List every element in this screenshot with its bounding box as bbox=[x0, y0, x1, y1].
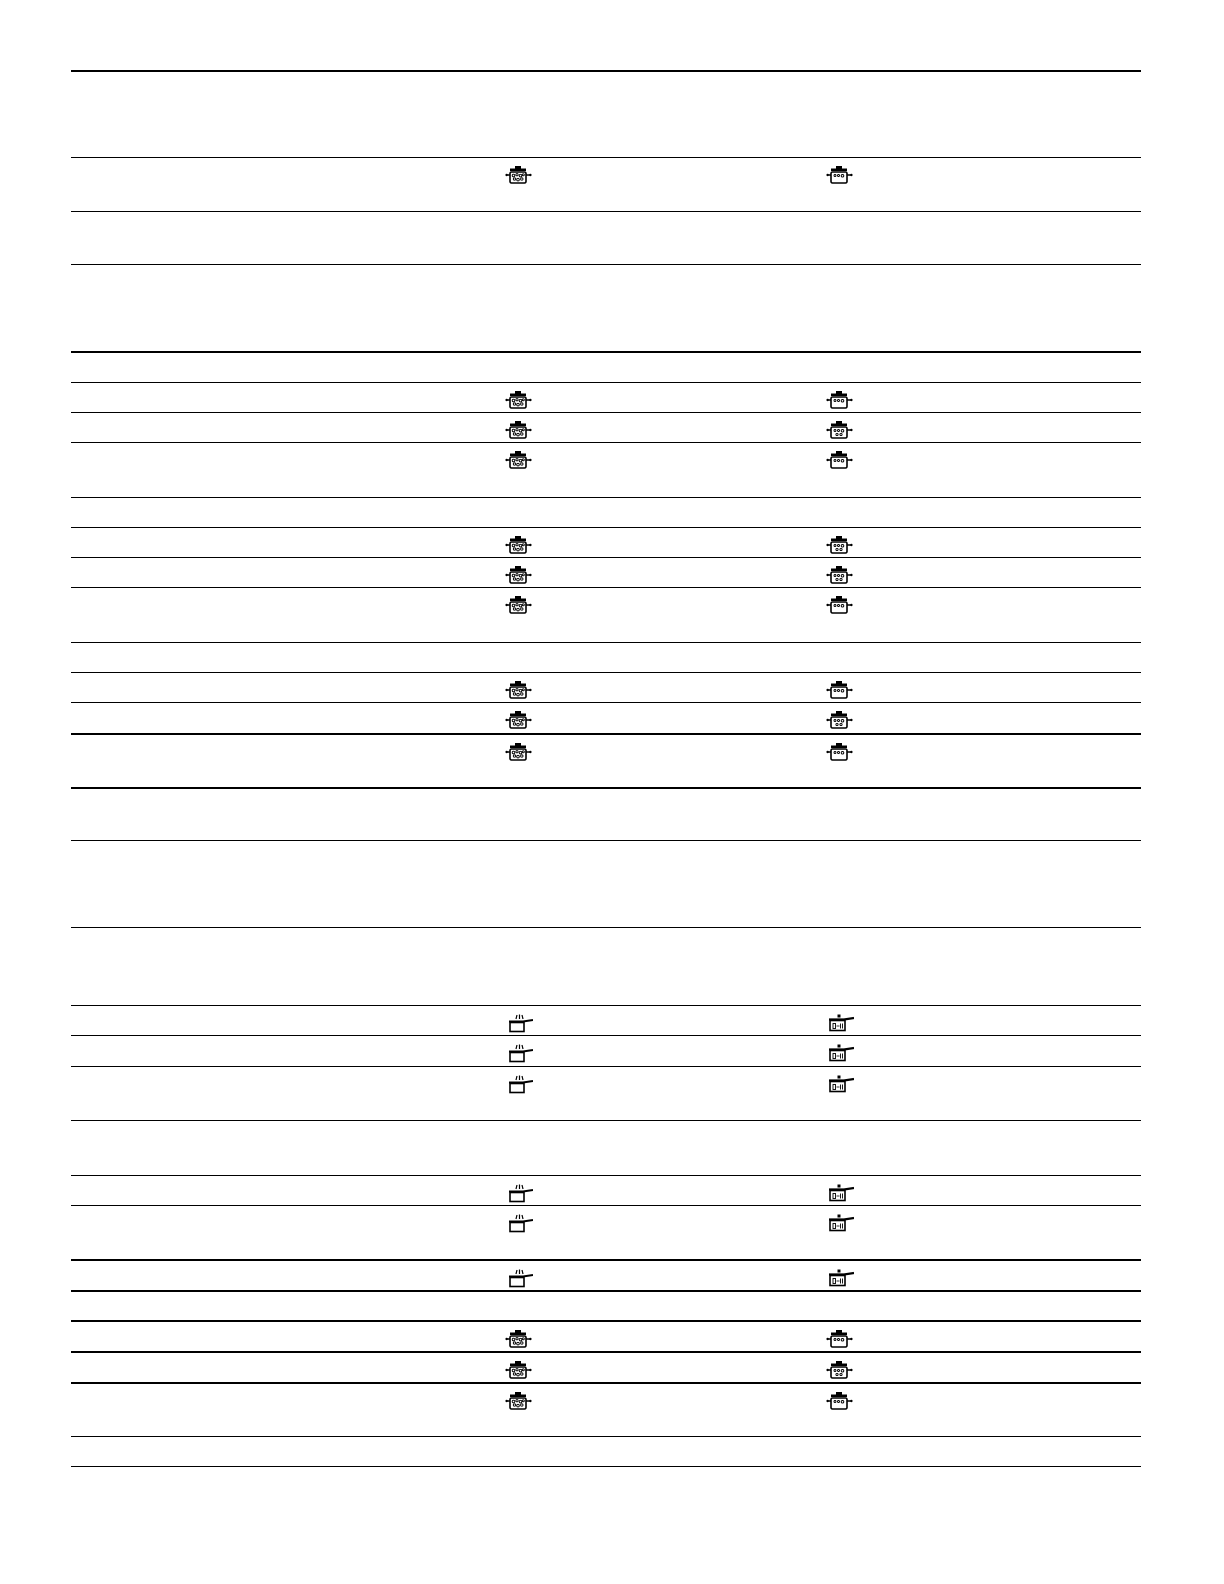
pressure-cooker-gauge-icon-graphic bbox=[826, 1267, 854, 1289]
pot-full-icon-graphic bbox=[505, 534, 533, 556]
pressure-cooker-gauge-icon bbox=[826, 1042, 854, 1064]
pot-full-icon-graphic bbox=[505, 679, 533, 701]
table-row bbox=[71, 1066, 1141, 1120]
table-row bbox=[71, 527, 1141, 557]
pot-low-icon bbox=[826, 1390, 854, 1412]
table-row bbox=[71, 840, 1141, 927]
pot-full-icon bbox=[505, 419, 533, 441]
pot-low-icon bbox=[826, 1328, 854, 1350]
pot-mid-icon bbox=[826, 564, 854, 586]
pot-low-icon-graphic bbox=[826, 1390, 854, 1412]
pot-full-icon bbox=[505, 164, 533, 186]
table-row bbox=[71, 1290, 1141, 1320]
table-row bbox=[71, 672, 1141, 702]
table-row bbox=[71, 70, 1141, 157]
table-row bbox=[71, 642, 1141, 672]
table-row bbox=[71, 1005, 1141, 1035]
pressure-cooker-gauge-icon bbox=[826, 1012, 854, 1034]
pot-full-icon-graphic bbox=[505, 741, 533, 763]
pot-mid-icon bbox=[826, 419, 854, 441]
pressure-cooker-gauge-icon bbox=[826, 1267, 854, 1289]
pressure-cooker-steam-icon-graphic bbox=[505, 1012, 533, 1034]
pot-full-icon-graphic bbox=[505, 164, 533, 186]
pot-mid-icon bbox=[826, 709, 854, 731]
pot-full-icon-graphic bbox=[505, 419, 533, 441]
pressure-cooker-steam-icon-graphic bbox=[505, 1042, 533, 1064]
pot-mid-icon bbox=[826, 534, 854, 556]
pressure-cooker-gauge-icon-graphic bbox=[826, 1042, 854, 1064]
table-row bbox=[71, 787, 1141, 840]
table-row bbox=[71, 351, 1141, 382]
pot-full-icon bbox=[505, 1359, 533, 1381]
pressure-cooker-steam-icon bbox=[505, 1012, 533, 1034]
pot-mid-icon-graphic bbox=[826, 419, 854, 441]
cooking-table bbox=[71, 70, 1141, 1467]
table-row bbox=[71, 1320, 1141, 1351]
pressure-cooker-steam-icon bbox=[505, 1042, 533, 1064]
pot-low-icon bbox=[826, 679, 854, 701]
table-row bbox=[71, 497, 1141, 527]
pressure-cooker-steam-icon bbox=[505, 1073, 533, 1095]
table-row bbox=[71, 1205, 1141, 1259]
pot-low-icon bbox=[826, 389, 854, 411]
pressure-cooker-steam-icon bbox=[505, 1212, 533, 1234]
pot-full-icon bbox=[505, 564, 533, 586]
pot-low-icon-graphic bbox=[826, 679, 854, 701]
pressure-cooker-steam-icon bbox=[505, 1267, 533, 1289]
pressure-cooker-gauge-icon bbox=[826, 1212, 854, 1234]
pot-full-icon-graphic bbox=[505, 564, 533, 586]
pressure-cooker-gauge-icon-graphic bbox=[826, 1182, 854, 1204]
table-row bbox=[71, 157, 1141, 211]
pressure-cooker-gauge-icon-graphic bbox=[826, 1212, 854, 1234]
pressure-cooker-gauge-icon-graphic bbox=[826, 1012, 854, 1034]
pressure-cooker-steam-icon-graphic bbox=[505, 1267, 533, 1289]
table-row bbox=[71, 1351, 1141, 1382]
table-row bbox=[71, 927, 1141, 1005]
table-row bbox=[71, 382, 1141, 412]
table-row bbox=[71, 264, 1141, 351]
pot-low-icon-graphic bbox=[826, 164, 854, 186]
pot-full-icon-graphic bbox=[505, 389, 533, 411]
pot-full-icon bbox=[505, 1328, 533, 1350]
pot-mid-icon-graphic bbox=[826, 534, 854, 556]
table-row bbox=[71, 1120, 1141, 1175]
table-row bbox=[71, 1175, 1141, 1205]
table-row bbox=[71, 1259, 1141, 1290]
pressure-cooker-steam-icon bbox=[505, 1182, 533, 1204]
pot-mid-icon-graphic bbox=[826, 709, 854, 731]
pot-mid-icon-graphic bbox=[826, 564, 854, 586]
pot-low-icon bbox=[826, 741, 854, 763]
table-row bbox=[71, 1436, 1141, 1467]
pressure-cooker-gauge-icon-graphic bbox=[826, 1073, 854, 1095]
pot-low-icon-graphic bbox=[826, 449, 854, 471]
pot-low-icon-graphic bbox=[826, 741, 854, 763]
pot-low-icon-graphic bbox=[826, 389, 854, 411]
pot-mid-icon-graphic bbox=[826, 1359, 854, 1381]
table-row bbox=[71, 442, 1141, 497]
pot-low-icon-graphic bbox=[826, 594, 854, 616]
pressure-cooker-steam-icon-graphic bbox=[505, 1212, 533, 1234]
pot-full-icon bbox=[505, 594, 533, 616]
table-row bbox=[71, 587, 1141, 642]
pot-full-icon bbox=[505, 534, 533, 556]
pressure-cooker-gauge-icon bbox=[826, 1182, 854, 1204]
table-row bbox=[71, 1035, 1141, 1066]
table-row bbox=[71, 412, 1141, 442]
pot-full-icon-graphic bbox=[505, 1328, 533, 1350]
pot-mid-icon bbox=[826, 1359, 854, 1381]
pot-low-icon bbox=[826, 449, 854, 471]
pot-full-icon bbox=[505, 389, 533, 411]
pot-full-icon-graphic bbox=[505, 1359, 533, 1381]
pressure-cooker-gauge-icon bbox=[826, 1073, 854, 1095]
pot-full-icon bbox=[505, 449, 533, 471]
pot-low-icon bbox=[826, 594, 854, 616]
pot-full-icon-graphic bbox=[505, 709, 533, 731]
table-row bbox=[71, 211, 1141, 264]
pot-full-icon-graphic bbox=[505, 1390, 533, 1412]
pot-full-icon bbox=[505, 709, 533, 731]
pot-full-icon bbox=[505, 1390, 533, 1412]
pot-full-icon bbox=[505, 741, 533, 763]
pot-low-icon bbox=[826, 164, 854, 186]
table-row bbox=[71, 557, 1141, 587]
pressure-cooker-steam-icon-graphic bbox=[505, 1182, 533, 1204]
table-row bbox=[71, 702, 1141, 733]
pot-full-icon-graphic bbox=[505, 594, 533, 616]
pot-full-icon-graphic bbox=[505, 449, 533, 471]
table-row bbox=[71, 733, 1141, 787]
pot-full-icon bbox=[505, 679, 533, 701]
table-row bbox=[71, 1382, 1141, 1436]
pot-low-icon-graphic bbox=[826, 1328, 854, 1350]
pressure-cooker-steam-icon-graphic bbox=[505, 1073, 533, 1095]
